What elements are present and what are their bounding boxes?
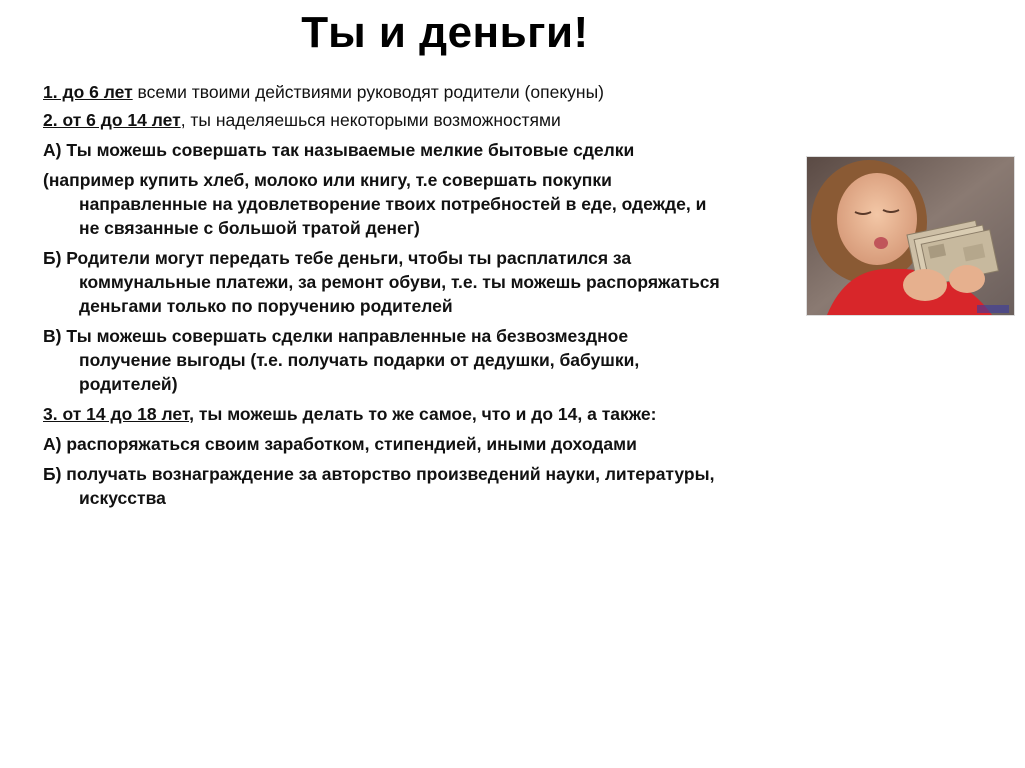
paragraph-age-6-14 xyxy=(43,108,723,132)
paragraph-text: ты можешь делать то же самое, что и до 14, а также: xyxy=(193,404,657,424)
paragraph-gifts: В) Ты можешь совершать сделки направленные на безвозмездное получение выгоды (т.е. получать подарки от дедушки, бабушки, родителей) xyxy=(43,326,640,394)
paragraph-authorship: Б) получать вознаграждение за авторство произведений науки, литературы, искусства xyxy=(43,464,715,508)
age-range-under-6: 1. до 6 лет xyxy=(43,82,133,102)
paragraph-examples: (например купить хлеб, молоко или книгу, т.е совершать покупки направленные на удовлетворение твоих потребностей в еде, одежде, и не связанные с большой тратой денег) xyxy=(43,170,707,238)
main-text xyxy=(43,80,723,516)
age-range-6-14: 2. от 6 до 14 лет xyxy=(43,110,181,130)
paragraph-small-deals: А) Ты можешь совершать так называемые мелкие бытовые сделки xyxy=(43,140,635,160)
age-range-14-18: 3. от 14 до 18 лет, xyxy=(43,404,194,424)
page-title: Ты и деньги! xyxy=(301,8,589,57)
paragraph-text: , ты наделяешься некоторыми возможностями xyxy=(180,110,561,130)
paragraph-text: всеми твоими действиями руководят родители (опекуны) xyxy=(132,82,604,102)
paragraph-age-under-6 xyxy=(43,80,723,104)
girl-with-money-photo xyxy=(806,156,1015,316)
paragraph-parents-money: Б) Родители могут передать тебе деньги, чтобы ты расплатился за коммунальные платежи, за ремонт обуви, т.е. ты можешь распоряжаться деньгами только по поручению родителей xyxy=(43,248,720,316)
paragraph-age-14-18 xyxy=(43,402,723,426)
paragraph-earnings: А) распоряжаться своим заработком, стипендией, иными доходами xyxy=(43,434,637,454)
